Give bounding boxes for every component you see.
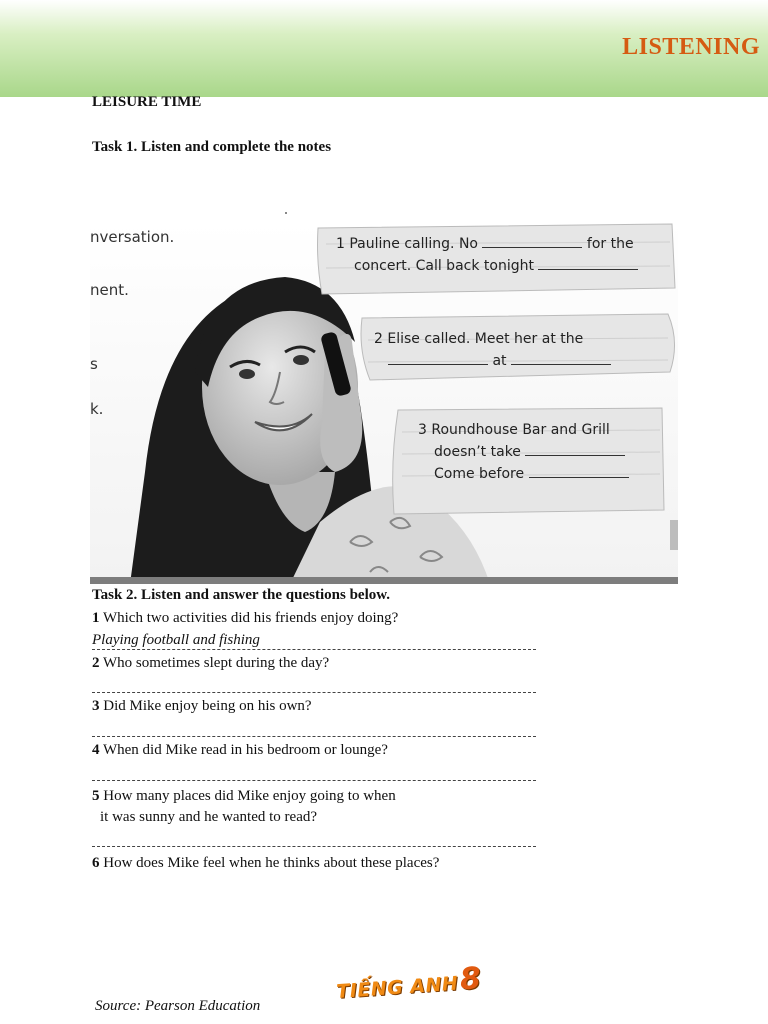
question-3 (92, 698, 312, 715)
question-text: Who sometimes slept during the day? (102, 655, 330, 671)
note1-line1a: 1 Pauline calling. No (336, 236, 478, 252)
question-text: Which two activities did his friends enjoy doing? (102, 610, 399, 626)
logo-text: TIẾNG ANH (335, 972, 460, 1004)
note3-line2: doesn’t take (434, 444, 521, 460)
page-header (0, 0, 768, 97)
tieng-anh-logo (335, 961, 483, 1006)
task2-title: Task 2. Listen and answer the questions below. (92, 587, 390, 603)
stray-dot (285, 212, 287, 214)
answer-line-3[interactable] (92, 736, 536, 737)
note3-blank-1[interactable] (525, 441, 625, 456)
question-number: 6 (92, 855, 100, 871)
edge-text-2: nent. (90, 281, 129, 299)
question-text: How does Mike feel when he thinks about these places? (103, 855, 440, 871)
edge-text-4: k. (90, 400, 104, 418)
source-credit: Source: Pearson Education (95, 998, 261, 1014)
note-card-3 (418, 419, 629, 485)
note1-blank-1[interactable] (482, 233, 582, 248)
question-text: How many places did Mike enjoy going to when (103, 788, 396, 804)
question-1 (92, 610, 398, 627)
sample-answer: Playing football and fishing (92, 632, 260, 648)
question-number: 1 (92, 610, 100, 626)
note2-blank-2[interactable] (511, 350, 611, 365)
question-2 (92, 655, 329, 672)
note1-line1b: for the (586, 236, 634, 252)
question-5-continued: it was sunny and he wanted to read? (100, 809, 318, 825)
answer-line-5[interactable] (92, 846, 536, 847)
question-6 (92, 855, 439, 872)
section-title: LEISURE TIME (92, 94, 202, 110)
question-5 (92, 788, 396, 805)
answer-line-2[interactable] (92, 692, 536, 693)
note3-blank-2[interactable] (529, 463, 629, 478)
note2-blank-1[interactable] (388, 350, 488, 365)
logo-number: 8 (458, 960, 483, 998)
note-card-2 (374, 328, 611, 372)
header-title: LISTENING (622, 34, 760, 60)
question-number: 4 (92, 742, 100, 758)
question-number: 5 (92, 788, 100, 804)
question-4 (92, 742, 388, 759)
answer-line-4[interactable] (92, 780, 536, 781)
note2-line1: 2 Elise called. Meet her at the (374, 331, 584, 347)
question-number: 3 (92, 698, 100, 714)
edge-text-1: nversation. (90, 228, 175, 246)
task1-title: Task 1. Listen and complete the notes (92, 139, 332, 155)
question-text: Did Mike enjoy being on his own? (103, 698, 312, 714)
note3-line1: 3 Roundhouse Bar and Grill (418, 422, 610, 438)
note2-at: at (492, 353, 507, 369)
task1-illustration (90, 222, 678, 584)
note1-line2: concert. Call back tonight (354, 258, 534, 274)
note3-line3: Come before (434, 466, 525, 482)
question-text: When did Mike read in his bedroom or lounge? (102, 742, 388, 758)
question-number: 2 (92, 655, 100, 671)
note1-blank-2[interactable] (538, 255, 638, 270)
edge-text-3: s (90, 355, 98, 373)
note-card-1 (336, 233, 638, 277)
answer-line-1[interactable] (92, 649, 536, 650)
